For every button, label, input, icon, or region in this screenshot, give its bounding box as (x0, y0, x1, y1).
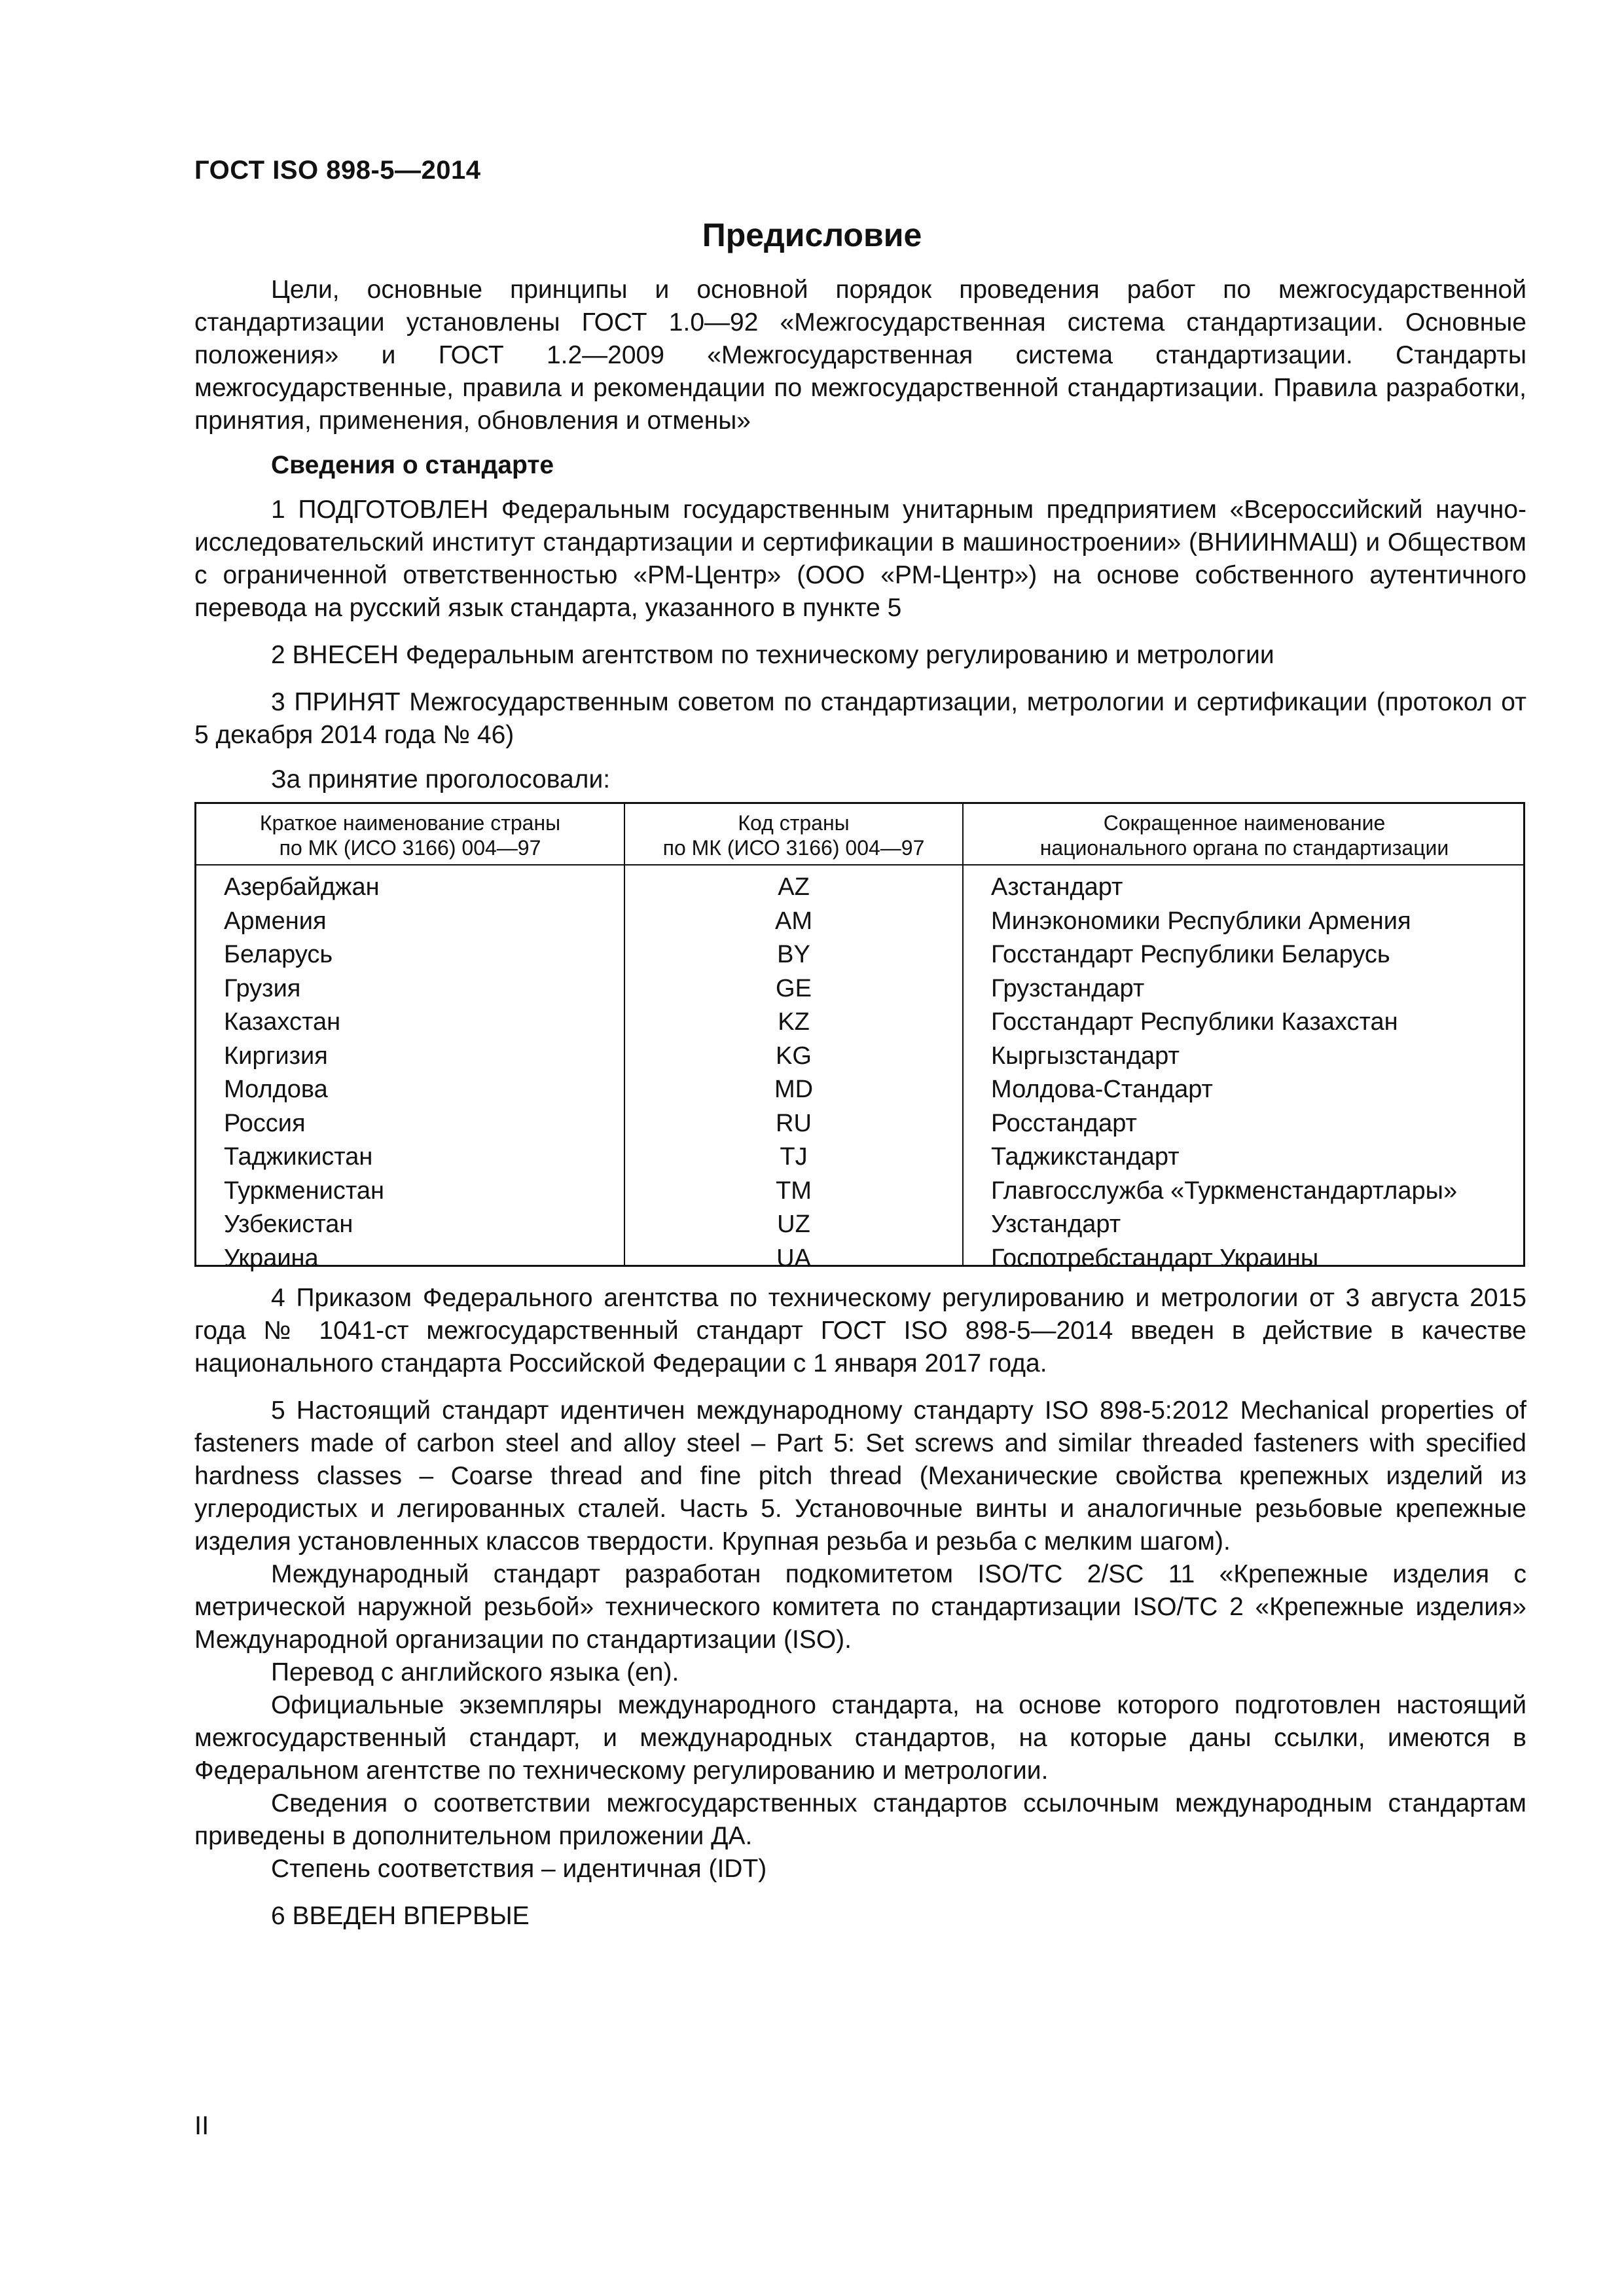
table-cell-body: Госпотребстандарт Украины (991, 1244, 1319, 1272)
table-cell-country: Азербайджан (224, 873, 380, 901)
conformity-degree-paragraph: Степень соответствия – идентичная (IDT) (271, 1855, 767, 1883)
intro-paragraph: Цели, основные принципы и основной порядок проведения работ по межгосударственной стандартизации установлены ГОСТ 1.0—92 «Межгосударственная система стандартизации. Основные положения» и ГОСТ 1.2—2009 «Межгосударственная система стандартизации. Стандарты межгосударственные, правила и рекомендации по межгосударственной стандартизации. Правила разработки, принятия, применения, обновления и отмены» (194, 276, 1526, 435)
table-cell-body: Госстандарт Республики Беларусь (991, 941, 1390, 968)
item-3-paragraph: 3 ПРИНЯТ Межгосударственным советом по стандартизации, метрологии и сертификации (протокол от 5 декабря 2014 года № 46) (194, 688, 1526, 749)
country-column (224, 871, 384, 1275)
table-cell-country: Казахстан (224, 1008, 341, 1036)
official-copies-paragraph: Официальные экземпляры международного стандарта, на основе которого подготовлен настоящий межгосударственный стандарт, и международных стандартов, на которые даны ссылки, имеются в Федеральном агентстве по техническому регулированию и метрологии. (194, 1691, 1526, 1785)
table-header-country: Краткое наименование страны по МК (ИСО 3166) 004—97 (259, 811, 561, 860)
table-cell-code: TM (776, 1176, 812, 1205)
table-cell-country: Армения (224, 907, 327, 935)
table-cell-country: Молдова (224, 1076, 328, 1103)
section-heading: Сведения о стандарте (271, 451, 554, 479)
page-title: Предисловие (702, 217, 922, 253)
item-4-paragraph: 4 Приказом Федерального агентства по техническому регулированию и метрологии от 3 августа 2015 года № 1041-ст межгосударственный стандарт ГОСТ ISO 898-5—2014 введен в действие в качестве национального стандарта Российской Федерации с 1 января 2017 года. (194, 1284, 1526, 1377)
table-header-code: Код страны по МК (ИСО 3166) 004—97 (662, 811, 925, 860)
table-header-divider (196, 864, 1523, 866)
table-cell-body: Таджикстандарт (991, 1143, 1180, 1171)
conformity-info-paragraph: Сведения о соответствии межгосударственных стандартов ссылочным международным стандартам приведены в дополнительном приложении ДА. (194, 1789, 1526, 1850)
table-cell-body: Госстандарт Республики Казахстан (991, 1008, 1398, 1036)
table-header-body: Сокращенное наименование национального органа по стандартизации (1039, 811, 1449, 860)
table-cell-country: Беларусь (224, 941, 333, 968)
table-cell-body: Минэкономики Республики Армения (991, 907, 1411, 935)
item-6-paragraph: 6 ВВЕДЕН ВПЕРВЫЕ (271, 1902, 530, 1930)
developed-by-paragraph: Международный стандарт разработан подкомитетом ISO/TC 2/SC 11 «Крепежные изделия с метрической наружной резьбой» технического комитета по стандартизации ISO/TC 2 «Крепежные изделия» Международной организации по стандартизации (ISO). (194, 1560, 1526, 1654)
item-5-paragraph: 5 Настоящий стандарт идентичен международному стандарту ISO 898-5:2012 Mechanical properties of fasteners made of carbon steel and alloy steel – Part 5: Set screws and similar threaded fasteners with specified hardness classes – Coarse thread and fine pitch thread (Механические свойства крепежных изделий из углеродистых и легированных сталей. Часть 5. Установочные винты и аналогичные резьбовые крепежные изделия установленных классов твердости. Крупная резьба и резьба с мелким шагом). (194, 1396, 1526, 1556)
intro-block (194, 274, 1526, 796)
translation-paragraph: Перевод с английского языка (en). (271, 1658, 679, 1686)
table-cell-body: Азстандарт (991, 873, 1123, 901)
table-cell-country: Таджикистан (224, 1143, 373, 1171)
table-cell-code: KZ (778, 1008, 810, 1036)
voting-table (194, 802, 1525, 1272)
table-cell-body: Кыргызстандарт (991, 1042, 1180, 1070)
table-cell-body: Молдова-Стандарт (991, 1076, 1213, 1103)
code-column (625, 871, 962, 1275)
table-cell-country: Украина (224, 1244, 319, 1272)
table-cell-body: Грузстандарт (991, 974, 1145, 1002)
table-cell-code: BY (777, 941, 810, 968)
table-cell-code: RU (776, 1109, 812, 1137)
document-code-header: ГОСТ ISO 898-5—2014 (194, 156, 481, 185)
table-cell-code: AZ (778, 873, 810, 901)
table-cell-body: Главгосслужба «Туркменстандартлары» (991, 1176, 1458, 1205)
table-cell-code: GE (776, 974, 812, 1002)
table-cell-country: Узбекистан (224, 1211, 353, 1238)
item-2-paragraph: 2 ВНЕСЕН Федеральным агентством по техническому регулированию и метрологии (271, 641, 1274, 669)
table-cell-code: UA (776, 1244, 811, 1272)
table-cell-code: UZ (777, 1211, 810, 1238)
table-cell-code: AM (775, 907, 812, 935)
table-cell-country: Туркменистан (224, 1176, 384, 1205)
after-table-block (194, 1282, 1526, 1933)
table-cell-body: Росстандарт (991, 1109, 1137, 1137)
item-1-paragraph: 1 ПОДГОТОВЛЕН Федеральным государственным унитарным предприятием «Всероссийский научно-исследовательский институт стандартизации и сертификации в машиностроении» (ВНИИНМАШ) и Обществом с ограниченной ответственностью «РМ-Центр» (ООО «РМ-Центр») на основе собственного аутентичного перевода на русский язык стандарта, указанного в пункте 5 (194, 496, 1526, 622)
body-column (991, 871, 1457, 1275)
table-cell-code: TJ (780, 1143, 808, 1171)
vote-intro: За принятие проголосовали: (271, 765, 611, 793)
table-cell-code: KG (776, 1042, 812, 1070)
table-cell-body: Узстандарт (991, 1211, 1121, 1238)
page-number: II (194, 2111, 209, 2140)
table-cell-country: Грузия (224, 974, 301, 1002)
table-cell-code: MD (774, 1076, 814, 1103)
table-cell-country: Россия (224, 1109, 306, 1137)
table-column-divider (962, 804, 964, 1265)
table-cell-country: Киргизия (224, 1042, 328, 1070)
